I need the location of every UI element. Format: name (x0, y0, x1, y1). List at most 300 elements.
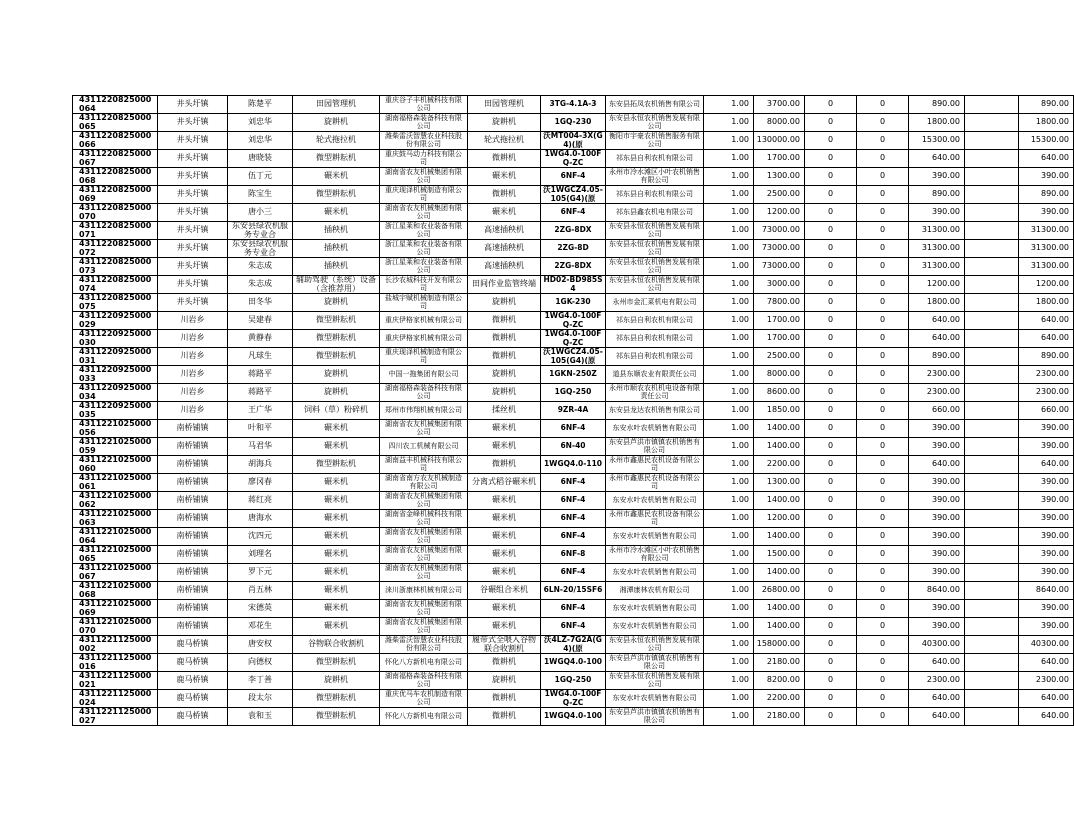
sale-price-cell: 2200.00 (754, 456, 805, 474)
town-cell: 井头圩镇 (158, 114, 228, 132)
machine-category-cell: 碾米机 (293, 528, 380, 546)
remark-cell (965, 132, 1019, 150)
record-id-cell: 4311221025000063 (73, 510, 158, 528)
buyer-name-cell: 袁和玉 (228, 708, 293, 726)
total-subsidy-cell: 390.00 (1019, 420, 1074, 438)
manufacturer-cell: 郑州市伟翔机械有限公司 (380, 402, 468, 420)
machine-category-cell: 微型耕耘机 (293, 654, 380, 672)
record-id-cell: 4311220825000074 (73, 276, 158, 294)
dealer-cell: 东安县永恒农机销售发展有限公司 (606, 276, 704, 294)
quantity-cell: 1.00 (704, 492, 754, 510)
machine-category-cell: 微型耕耘机 (293, 186, 380, 204)
manufacturer-cell: 湖南省南方农友机械制造有限公司 (380, 474, 468, 492)
dealer-cell: 东安水叶农机销售有限公司 (606, 618, 704, 636)
remark-cell (965, 600, 1019, 618)
town-cell: 井头圩镇 (158, 204, 228, 222)
manufacturer-cell: 浙江星莱和农业装备有限公司 (380, 240, 468, 258)
manufacturer-cell: 湖南福格森装备科技有限公司 (380, 672, 468, 690)
subsidy-col-a-cell: 0 (805, 600, 857, 618)
machine-category-cell: 插秧机 (293, 222, 380, 240)
subsidy-col-a-cell: 0 (805, 474, 857, 492)
machine-category-cell: 辅助驾驶（系统）设备（含推荐用） (293, 276, 380, 294)
total-subsidy-cell: 640.00 (1019, 330, 1074, 348)
buyer-name-cell: 肖五林 (228, 582, 293, 600)
subsidy-amount-cell: 640.00 (909, 708, 965, 726)
remark-cell (965, 402, 1019, 420)
remark-cell (965, 546, 1019, 564)
buyer-name-cell: 段太尔 (228, 690, 293, 708)
product-name-cell: 旋耕机 (468, 294, 541, 312)
table-row (73, 240, 1074, 258)
machine-category-cell: 微型耕耘机 (293, 708, 380, 726)
record-id-cell: 4311220825000067 (73, 150, 158, 168)
table-row (73, 96, 1074, 114)
sale-price-cell: 1300.00 (754, 168, 805, 186)
buyer-name-cell: 凡球生 (228, 348, 293, 366)
dealer-cell: 永州市冷水滩区小叶农机销售有限公司 (606, 168, 704, 186)
product-name-cell: 旋耕机 (468, 114, 541, 132)
model-cell: 沃1WGCZ4.05-105(G4)(原 (541, 186, 606, 204)
town-cell: 南桥铺镇 (158, 456, 228, 474)
town-cell: 井头圩镇 (158, 150, 228, 168)
model-cell: 9ZR-4A (541, 402, 606, 420)
manufacturer-cell: 四川农工机械有限公司 (380, 438, 468, 456)
dealer-cell: 永州市鑫惠民农机设备有限公司 (606, 456, 704, 474)
subsidy-col-a-cell: 0 (805, 546, 857, 564)
total-subsidy-cell: 8640.00 (1019, 582, 1074, 600)
table-body (73, 96, 1074, 726)
total-subsidy-cell: 640.00 (1019, 456, 1074, 474)
dealer-cell: 东安县芦洪市镇镇农机销售有限公司 (606, 708, 704, 726)
dealer-cell: 衡阳市宇豪农机销售服务有限公司 (606, 132, 704, 150)
subsidy-col-a-cell: 0 (805, 564, 857, 582)
subsidy-col-b-cell: 0 (857, 546, 909, 564)
buyer-name-cell: 田冬华 (228, 294, 293, 312)
town-cell: 南桥铺镇 (158, 474, 228, 492)
model-cell: 2ZG-8DX (541, 258, 606, 276)
remark-cell (965, 510, 1019, 528)
dealer-cell: 祁东县自利农机有限公司 (606, 150, 704, 168)
total-subsidy-cell: 40300.00 (1019, 636, 1074, 654)
record-id-cell: 4311221025000069 (73, 600, 158, 618)
subsidy-col-b-cell: 0 (857, 654, 909, 672)
table-row (73, 690, 1074, 708)
town-cell: 川岩乡 (158, 330, 228, 348)
subsidy-col-a-cell: 0 (805, 438, 857, 456)
buyer-name-cell: 刘忠华 (228, 132, 293, 150)
manufacturer-cell: 湖南福格森装备科技有限公司 (380, 384, 468, 402)
total-subsidy-cell: 31300.00 (1019, 240, 1074, 258)
subsidy-amount-cell: 890.00 (909, 348, 965, 366)
machine-category-cell: 碾米机 (293, 492, 380, 510)
quantity-cell: 1.00 (704, 636, 754, 654)
dealer-cell: 东安县永恒农机销售发展有限公司 (606, 222, 704, 240)
subsidy-col-a-cell: 0 (805, 654, 857, 672)
table-row (73, 204, 1074, 222)
subsidy-amount-cell: 890.00 (909, 186, 965, 204)
product-name-cell: 微耕机 (468, 330, 541, 348)
table-row (73, 402, 1074, 420)
town-cell: 鹿马桥镇 (158, 708, 228, 726)
town-cell: 南桥铺镇 (158, 438, 228, 456)
total-subsidy-cell: 890.00 (1019, 96, 1074, 114)
dealer-cell: 东安县龙达农机销售有限公司 (606, 402, 704, 420)
subsidy-col-b-cell: 0 (857, 150, 909, 168)
sale-price-cell: 1700.00 (754, 312, 805, 330)
record-id-cell: 4311221025000070 (73, 618, 158, 636)
quantity-cell: 1.00 (704, 456, 754, 474)
town-cell: 南桥铺镇 (158, 600, 228, 618)
dealer-cell: 东安水叶农机销售有限公司 (606, 492, 704, 510)
model-cell: 6NF-8 (541, 546, 606, 564)
town-cell: 鹿马桥镇 (158, 636, 228, 654)
remark-cell (965, 366, 1019, 384)
dealer-cell: 祁东县自利农机有限公司 (606, 312, 704, 330)
subsidy-col-a-cell: 0 (805, 240, 857, 258)
machine-category-cell: 微型耕耘机 (293, 456, 380, 474)
total-subsidy-cell: 31300.00 (1019, 222, 1074, 240)
subsidy-amount-cell: 390.00 (909, 528, 965, 546)
total-subsidy-cell: 390.00 (1019, 564, 1074, 582)
record-id-cell: 4311221025000065 (73, 546, 158, 564)
machine-category-cell: 碾米机 (293, 546, 380, 564)
quantity-cell: 1.00 (704, 168, 754, 186)
subsidy-col-a-cell: 0 (805, 276, 857, 294)
machine-category-cell: 旋耕机 (293, 366, 380, 384)
remark-cell (965, 708, 1019, 726)
total-subsidy-cell: 640.00 (1019, 312, 1074, 330)
subsidy-amount-cell: 640.00 (909, 312, 965, 330)
subsidy-col-b-cell: 0 (857, 672, 909, 690)
town-cell: 南桥铺镇 (158, 564, 228, 582)
model-cell: 1GQ-250 (541, 672, 606, 690)
product-name-cell: 轮式拖拉机 (468, 132, 541, 150)
subsidy-amount-cell: 40300.00 (909, 636, 965, 654)
buyer-name-cell: 向德权 (228, 654, 293, 672)
dealer-cell: 东安县永恒农机销售发展有限公司 (606, 636, 704, 654)
total-subsidy-cell: 390.00 (1019, 600, 1074, 618)
sale-price-cell: 73000.00 (754, 240, 805, 258)
quantity-cell: 1.00 (704, 564, 754, 582)
product-name-cell: 碾米机 (468, 492, 541, 510)
subsidy-amount-cell: 640.00 (909, 654, 965, 672)
sale-price-cell: 2500.00 (754, 348, 805, 366)
record-id-cell: 4311221125000021 (73, 672, 158, 690)
subsidy-col-b-cell: 0 (857, 114, 909, 132)
subsidy-col-a-cell: 0 (805, 402, 857, 420)
total-subsidy-cell: 1800.00 (1019, 114, 1074, 132)
remark-cell (965, 618, 1019, 636)
record-id-cell: 4311221125000024 (73, 690, 158, 708)
subsidy-col-a-cell: 0 (805, 582, 857, 600)
subsidy-col-b-cell: 0 (857, 258, 909, 276)
quantity-cell: 1.00 (704, 582, 754, 600)
model-cell: 1WGQ4.0-100 (541, 654, 606, 672)
quantity-cell: 1.00 (704, 546, 754, 564)
town-cell: 川岩乡 (158, 348, 228, 366)
town-cell: 南桥铺镇 (158, 492, 228, 510)
sale-price-cell: 3000.00 (754, 276, 805, 294)
record-id-cell: 4311221025000059 (73, 438, 158, 456)
town-cell: 井头圩镇 (158, 96, 228, 114)
record-id-cell: 4311220825000065 (73, 114, 158, 132)
quantity-cell: 1.00 (704, 186, 754, 204)
machine-category-cell: 谷物联合收割机 (293, 636, 380, 654)
table-row (73, 618, 1074, 636)
manufacturer-cell: 潍柴雷沃智慧农业科技股份有限公司 (380, 636, 468, 654)
quantity-cell: 1.00 (704, 438, 754, 456)
manufacturer-cell: 湖南省农友机械集团有限公司 (380, 204, 468, 222)
quantity-cell: 1.00 (704, 618, 754, 636)
town-cell: 南桥铺镇 (158, 618, 228, 636)
dealer-cell: 永州市鑫惠民农机设备有限公司 (606, 510, 704, 528)
record-id-cell: 4311220825000073 (73, 258, 158, 276)
machine-category-cell: 碾米机 (293, 438, 380, 456)
product-name-cell: 旋耕机 (468, 384, 541, 402)
town-cell: 井头圩镇 (158, 240, 228, 258)
machine-category-cell: 插秧机 (293, 240, 380, 258)
machine-category-cell: 插秧机 (293, 258, 380, 276)
buyer-name-cell: 沈四元 (228, 528, 293, 546)
model-cell: 6LN-20/15SF6 (541, 582, 606, 600)
table-row (73, 114, 1074, 132)
subsidy-amount-cell: 640.00 (909, 456, 965, 474)
subsidy-col-a-cell: 0 (805, 708, 857, 726)
record-id-cell: 4311220825000072 (73, 240, 158, 258)
subsidy-amount-cell: 1800.00 (909, 114, 965, 132)
record-id-cell: 4311221125000016 (73, 654, 158, 672)
record-id-cell: 4311221025000064 (73, 528, 158, 546)
buyer-name-cell: 刘理名 (228, 546, 293, 564)
dealer-cell: 祁东县自利农机有限公司 (606, 186, 704, 204)
subsidy-col-b-cell: 0 (857, 690, 909, 708)
manufacturer-cell: 重庆鼓马动力科技有限公司 (380, 150, 468, 168)
subsidy-amount-cell: 390.00 (909, 600, 965, 618)
model-cell: 6NF-4 (541, 564, 606, 582)
table-row (73, 438, 1074, 456)
product-name-cell: 碾米机 (468, 204, 541, 222)
subsidy-amount-cell: 390.00 (909, 420, 965, 438)
dealer-cell: 东安县芦洪市镇镇农机销售有限公司 (606, 654, 704, 672)
buyer-name-cell: 马君华 (228, 438, 293, 456)
total-subsidy-cell: 890.00 (1019, 186, 1074, 204)
manufacturer-cell: 湖南省农友机械集团有限公司 (380, 492, 468, 510)
remark-cell (965, 654, 1019, 672)
product-name-cell: 碾米机 (468, 420, 541, 438)
machine-category-cell: 微型耕耘机 (293, 150, 380, 168)
manufacturer-cell: 湖南省农友机械集团有限公司 (380, 528, 468, 546)
remark-cell (965, 258, 1019, 276)
record-id-cell: 4311221025000062 (73, 492, 158, 510)
subsidy-col-a-cell: 0 (805, 150, 857, 168)
quantity-cell: 1.00 (704, 384, 754, 402)
model-cell: 沃1WGCZ4.05-105(G4)(原 (541, 348, 606, 366)
total-subsidy-cell: 1800.00 (1019, 294, 1074, 312)
total-subsidy-cell: 2300.00 (1019, 384, 1074, 402)
total-subsidy-cell: 15300.00 (1019, 132, 1074, 150)
record-id-cell: 4311220825000069 (73, 186, 158, 204)
subsidy-amount-cell: 2300.00 (909, 366, 965, 384)
product-name-cell: 碾米机 (468, 510, 541, 528)
manufacturer-cell: 湖南益丰机械科技有限公司 (380, 456, 468, 474)
dealer-cell: 东安水叶农机销售有限公司 (606, 690, 704, 708)
buyer-name-cell: 陈楚平 (228, 96, 293, 114)
buyer-name-cell: 胡海兵 (228, 456, 293, 474)
model-cell: 1GQ-250 (541, 384, 606, 402)
subsidy-amount-cell: 390.00 (909, 492, 965, 510)
town-cell: 川岩乡 (158, 312, 228, 330)
table-row (73, 528, 1074, 546)
record-id-cell: 4311220825000071 (73, 222, 158, 240)
remark-cell (965, 528, 1019, 546)
dealer-cell: 东安水叶农机销售有限公司 (606, 528, 704, 546)
buyer-name-cell: 王广华 (228, 402, 293, 420)
total-subsidy-cell: 390.00 (1019, 168, 1074, 186)
subsidy-col-a-cell: 0 (805, 636, 857, 654)
quantity-cell: 1.00 (704, 204, 754, 222)
product-name-cell: 微耕机 (468, 186, 541, 204)
table-row (73, 330, 1074, 348)
table-row (73, 312, 1074, 330)
model-cell: 1GQ-230 (541, 114, 606, 132)
subsidy-col-a-cell: 0 (805, 510, 857, 528)
product-name-cell: 谷碾组合米机 (468, 582, 541, 600)
town-cell: 井头圩镇 (158, 168, 228, 186)
remark-cell (965, 204, 1019, 222)
subsidy-amount-cell: 390.00 (909, 546, 965, 564)
manufacturer-cell: 湖南福格森装备科技有限公司 (380, 114, 468, 132)
buyer-name-cell: 李丁善 (228, 672, 293, 690)
subsidy-col-b-cell: 0 (857, 564, 909, 582)
machine-category-cell: 田园管理机 (293, 96, 380, 114)
town-cell: 鹿马桥镇 (158, 654, 228, 672)
table-row (73, 222, 1074, 240)
manufacturer-cell: 重庆谷子丰机械科技有限公司 (380, 96, 468, 114)
subsidy-amount-cell: 660.00 (909, 402, 965, 420)
buyer-name-cell: 朱志成 (228, 276, 293, 294)
machine-category-cell: 微型耕耘机 (293, 312, 380, 330)
subsidy-col-b-cell: 0 (857, 420, 909, 438)
remark-cell (965, 168, 1019, 186)
table-row (73, 510, 1074, 528)
sale-price-cell: 26800.00 (754, 582, 805, 600)
table-row (73, 546, 1074, 564)
table-row (73, 366, 1074, 384)
model-cell: 2ZG-8D (541, 240, 606, 258)
manufacturer-cell: 湖南省农友机械集团有限公司 (380, 168, 468, 186)
buyer-name-cell: 邓花生 (228, 618, 293, 636)
remark-cell (965, 690, 1019, 708)
quantity-cell: 1.00 (704, 240, 754, 258)
machine-category-cell: 碾米机 (293, 474, 380, 492)
sale-price-cell: 8000.00 (754, 114, 805, 132)
buyer-name-cell: 唐小三 (228, 204, 293, 222)
quantity-cell: 1.00 (704, 276, 754, 294)
remark-cell (965, 474, 1019, 492)
dealer-cell: 湘潭康林农机有限公司 (606, 582, 704, 600)
table-row (73, 474, 1074, 492)
subsidy-amount-cell: 1800.00 (909, 294, 965, 312)
total-subsidy-cell: 390.00 (1019, 510, 1074, 528)
manufacturer-cell: 重庆优马车农机制造有限公司 (380, 690, 468, 708)
total-subsidy-cell: 390.00 (1019, 618, 1074, 636)
model-cell: 1WG4.0-100FQ-ZC (541, 150, 606, 168)
remark-cell (965, 240, 1019, 258)
quantity-cell: 1.00 (704, 402, 754, 420)
total-subsidy-cell: 31300.00 (1019, 258, 1074, 276)
total-subsidy-cell: 390.00 (1019, 474, 1074, 492)
manufacturer-cell: 浙江星莱和农业装备有限公司 (380, 258, 468, 276)
subsidy-col-b-cell: 0 (857, 96, 909, 114)
remark-cell (965, 672, 1019, 690)
buyer-name-cell: 唐晓装 (228, 150, 293, 168)
subsidy-amount-cell: 31300.00 (909, 240, 965, 258)
sale-price-cell: 1700.00 (754, 150, 805, 168)
record-id-cell: 4311221125000027 (73, 708, 158, 726)
manufacturer-cell: 湖南省农友机械集团有限公司 (380, 600, 468, 618)
machine-category-cell: 碾米机 (293, 204, 380, 222)
subsidy-amount-cell: 2300.00 (909, 384, 965, 402)
quantity-cell: 1.00 (704, 600, 754, 618)
subsidy-col-a-cell: 0 (805, 294, 857, 312)
manufacturer-cell: 潍柴雷沃智慧农业科技股份有限公司 (380, 132, 468, 150)
table-row (73, 582, 1074, 600)
product-name-cell: 微耕机 (468, 312, 541, 330)
record-id-cell: 4311221025000056 (73, 420, 158, 438)
subsidy-col-a-cell: 0 (805, 132, 857, 150)
manufacturer-cell: 怀化八方新机电有限公司 (380, 708, 468, 726)
subsidy-amount-cell: 8640.00 (909, 582, 965, 600)
total-subsidy-cell: 390.00 (1019, 204, 1074, 222)
quantity-cell: 1.00 (704, 708, 754, 726)
dealer-cell: 东安水叶农机销售有限公司 (606, 420, 704, 438)
product-name-cell: 碾米机 (468, 168, 541, 186)
model-cell: 6NF-4 (541, 474, 606, 492)
buyer-name-cell: 蒋路平 (228, 384, 293, 402)
model-cell: 2ZG-8DX (541, 222, 606, 240)
machine-category-cell: 微型耕耘机 (293, 690, 380, 708)
dealer-cell: 东安水叶农机销售有限公司 (606, 600, 704, 618)
buyer-name-cell: 陈宝生 (228, 186, 293, 204)
quantity-cell: 1.00 (704, 672, 754, 690)
table-row (73, 150, 1074, 168)
model-cell: 1WG4.0-100FQ-ZC (541, 690, 606, 708)
remark-cell (965, 276, 1019, 294)
product-name-cell: 微耕机 (468, 456, 541, 474)
model-cell: 沃MT004-3X(G4)(原 (541, 132, 606, 150)
table-row (73, 492, 1074, 510)
sale-price-cell: 1300.00 (754, 474, 805, 492)
product-name-cell: 碾米机 (468, 438, 541, 456)
table-row (73, 384, 1074, 402)
quantity-cell: 1.00 (704, 366, 754, 384)
machine-category-cell: 碾米机 (293, 420, 380, 438)
model-cell: 1WG4.0-100FQ-ZC (541, 312, 606, 330)
record-id-cell: 4311221025000061 (73, 474, 158, 492)
buyer-name-cell: 伍丁元 (228, 168, 293, 186)
manufacturer-cell: 湖南省农友机械集团有限公司 (380, 564, 468, 582)
table-row (73, 168, 1074, 186)
subsidy-col-a-cell: 0 (805, 366, 857, 384)
manufacturer-cell: 重庆伊格家机械有限公司 (380, 330, 468, 348)
manufacturer-cell: 湖南省金峰机械科技有限公司 (380, 510, 468, 528)
table-row (73, 654, 1074, 672)
quantity-cell: 1.00 (704, 690, 754, 708)
subsidy-col-a-cell: 0 (805, 330, 857, 348)
machine-category-cell: 碾米机 (293, 510, 380, 528)
subsidy-col-b-cell: 0 (857, 510, 909, 528)
subsidy-col-b-cell: 0 (857, 186, 909, 204)
